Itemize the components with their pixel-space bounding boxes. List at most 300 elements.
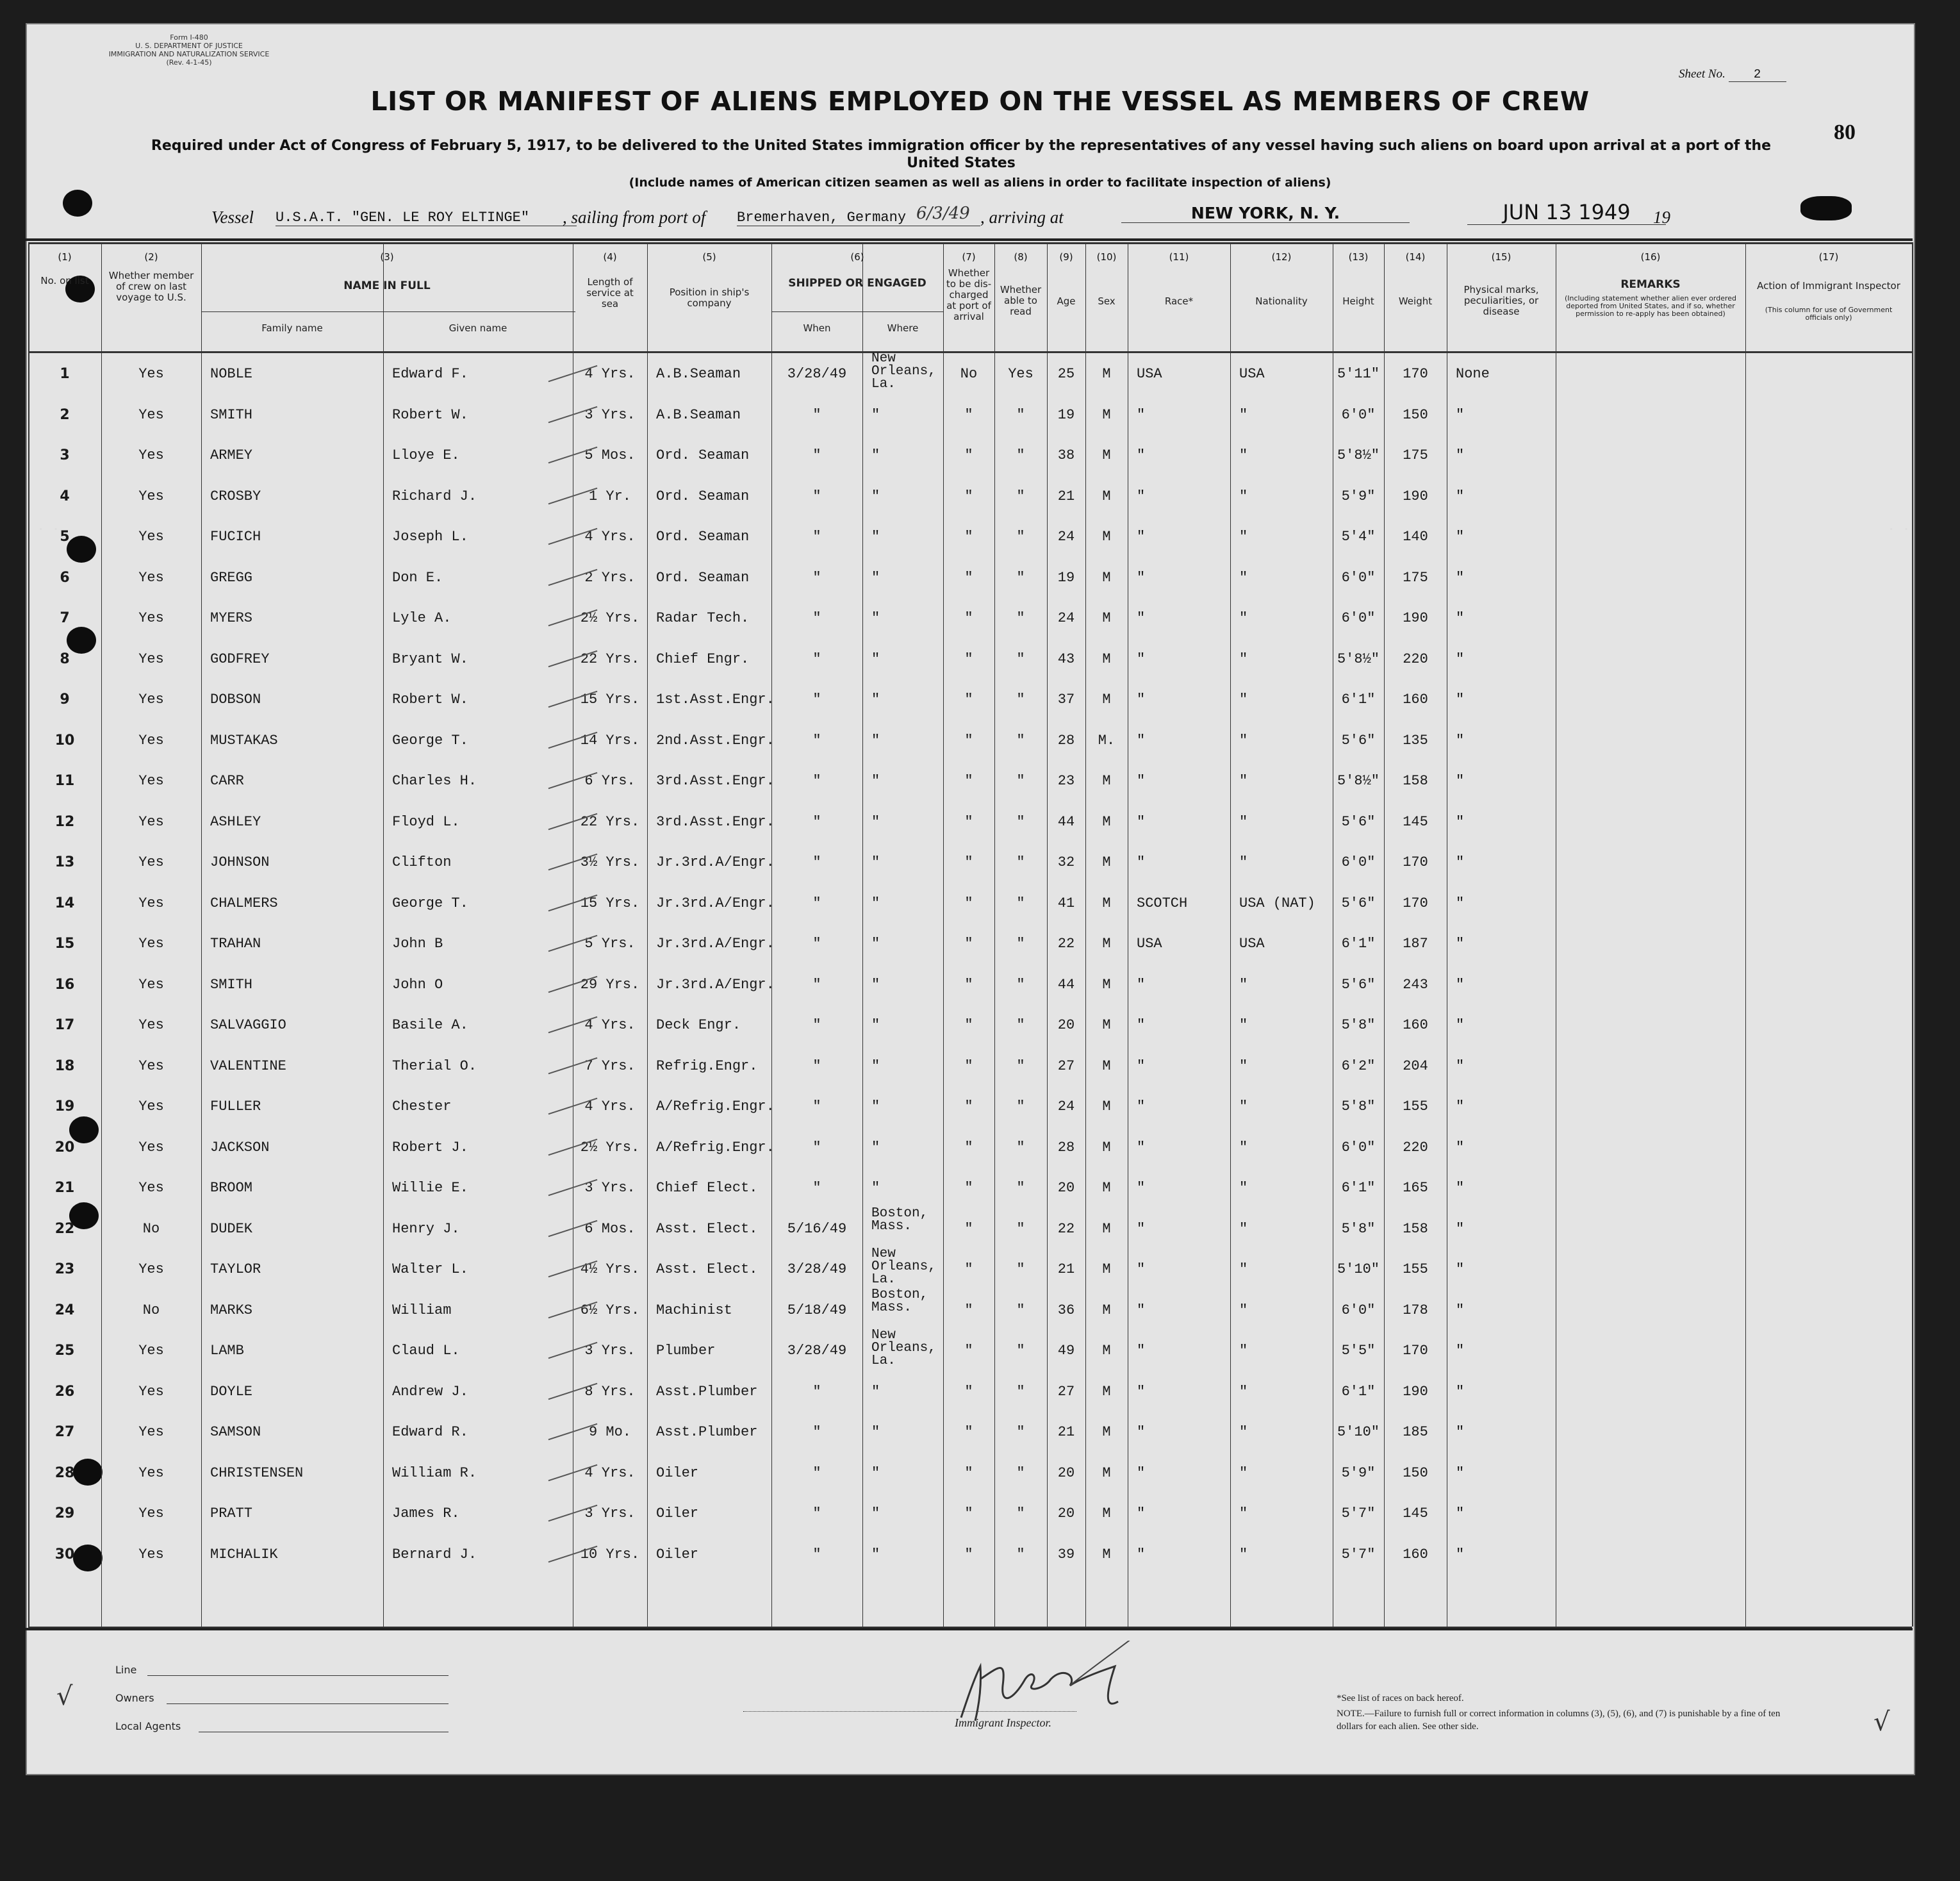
cell-age: 27: [1057, 1383, 1075, 1400]
cell-able-to-read: ": [1016, 976, 1025, 993]
cell-given-name: John O: [392, 976, 443, 993]
cell-row-number: 23: [54, 1261, 75, 1277]
cell-member-last-voyage: Yes: [138, 854, 164, 870]
cell-physical-marks: ": [1456, 976, 1465, 993]
cell-member-last-voyage: Yes: [138, 529, 164, 545]
table-row: [28, 1247, 1912, 1289]
header-age: Age: [1057, 295, 1076, 307]
cell-length-of-service: 6 Mos.: [584, 1220, 636, 1237]
cell-to-be-discharged: ": [964, 1343, 973, 1359]
form-number: Form I-480: [170, 33, 208, 42]
cell-ship-position: Plumber: [656, 1343, 716, 1359]
cell-length-of-service: 22 Yrs.: [580, 650, 640, 667]
cell-member-last-voyage: Yes: [138, 1343, 164, 1359]
cell-physical-marks: ": [1456, 1464, 1465, 1481]
cell-ship-position: Ord. Seaman: [656, 447, 750, 463]
cell-physical-marks: ": [1456, 1017, 1465, 1033]
header-shipped-engaged: SHIPPED OR ENGAGED: [788, 277, 926, 290]
cell-age: 22: [1057, 1220, 1075, 1237]
cell-member-last-voyage: Yes: [138, 895, 164, 911]
cell-to-be-discharged: ": [964, 1017, 973, 1033]
cell-to-be-discharged: ": [964, 1220, 973, 1237]
cell-able-to-read: ": [1016, 1343, 1025, 1359]
cell-family-name: DUDEK: [210, 1220, 253, 1237]
cell-member-last-voyage: Yes: [138, 1464, 164, 1481]
cell-weight: 243: [1403, 976, 1428, 993]
cell-race: ": [1137, 976, 1146, 993]
cell-member-last-voyage: Yes: [138, 1017, 164, 1033]
cell-height: 5'11": [1337, 366, 1379, 382]
name-subheader-divider: [201, 311, 575, 312]
cell-sex: M: [1102, 366, 1111, 382]
cell-shipped-when: 5/18/49: [787, 1302, 847, 1318]
cell-shipped-when: ": [812, 1505, 821, 1521]
cell-age: 19: [1057, 569, 1075, 586]
cell-age: 24: [1057, 610, 1075, 626]
table-row: [28, 803, 1912, 841]
cell-age: 44: [1057, 976, 1075, 993]
table-row: [28, 1169, 1912, 1207]
cell-shipped-where: ": [871, 895, 880, 911]
cell-weight: 150: [1403, 406, 1428, 423]
cell-row-number: 30: [54, 1546, 75, 1562]
cell-sex: M: [1102, 406, 1111, 423]
cell-family-name: CROSBY: [210, 488, 261, 504]
cell-row-number: 7: [60, 610, 70, 626]
cell-to-be-discharged: ": [964, 1302, 973, 1318]
cell-nationality: ": [1239, 692, 1248, 708]
sailing-label: , sailing from port of: [563, 208, 706, 227]
cell-race: ": [1137, 1546, 1146, 1562]
cell-to-be-discharged: ": [964, 732, 973, 749]
cell-race: ": [1137, 1343, 1146, 1359]
cell-able-to-read: ": [1016, 1261, 1025, 1277]
cell-age: 28: [1057, 1139, 1075, 1156]
cell-shipped-when: 3/28/49: [787, 366, 847, 382]
cell-shipped-when: ": [812, 773, 821, 789]
cell-height: 5'6": [1341, 813, 1376, 830]
cell-shipped-where: ": [871, 406, 880, 423]
cell-family-name: TAYLOR: [210, 1261, 261, 1277]
cell-row-number: 8: [60, 650, 70, 667]
cell-nationality: ": [1239, 1139, 1248, 1156]
cell-row-number: 28: [54, 1464, 75, 1481]
cell-shipped-when: ": [812, 854, 821, 870]
cell-row-number: 9: [60, 692, 70, 708]
cell-given-name: Lloye E.: [392, 447, 460, 463]
sheet-number: [1679, 67, 1786, 82]
cell-height: 5'6": [1341, 895, 1376, 911]
header-when: When: [803, 322, 831, 334]
cell-member-last-voyage: Yes: [138, 650, 164, 667]
cell-race: USA: [1137, 936, 1162, 952]
cell-height: 6'0": [1341, 1139, 1376, 1156]
cell-length-of-service: 1 Yr.: [588, 488, 631, 504]
cell-weight: 160: [1403, 692, 1428, 708]
cell-ship-position: Asst.Plumber: [656, 1424, 758, 1440]
cell-given-name: Clifton: [392, 854, 452, 870]
cell-physical-marks: ": [1456, 569, 1465, 586]
cell-age: 43: [1057, 650, 1075, 667]
cell-nationality: ": [1239, 650, 1248, 667]
cell-height: 5'9": [1341, 1464, 1376, 1481]
cell-physical-marks: None: [1456, 366, 1490, 382]
column-number: (17): [1818, 251, 1839, 263]
table-row: [28, 1328, 1912, 1370]
cell-given-name: Claud L.: [392, 1343, 460, 1359]
cell-race: ": [1137, 854, 1146, 870]
cell-able-to-read: ": [1016, 1057, 1025, 1074]
race-note: *See list of races on back hereof.: [1337, 1693, 1464, 1703]
cell-race: ": [1137, 488, 1146, 504]
cell-shipped-where: Boston, Mass.: [871, 1287, 928, 1315]
cell-row-number: 24: [54, 1302, 75, 1318]
cell-shipped-where: ": [871, 1017, 880, 1033]
cell-weight: 155: [1403, 1098, 1428, 1115]
cell-ship-position: 1st.Asst.Engr.: [656, 692, 775, 708]
cell-able-to-read: ": [1016, 1505, 1025, 1521]
cell-shipped-when: ": [812, 1017, 821, 1033]
cell-sex: M: [1102, 1180, 1111, 1196]
cell-sex: M.: [1098, 732, 1116, 749]
cell-ship-position: Machinist: [656, 1302, 732, 1318]
table-row: [28, 843, 1912, 882]
cell-shipped-when: ": [812, 406, 821, 423]
cell-shipped-where: Boston, Mass.: [871, 1206, 928, 1234]
cell-family-name: LAMB: [210, 1343, 244, 1359]
cell-family-name: CHRISTENSEN: [210, 1464, 304, 1481]
cell-length-of-service: 2½ Yrs.: [580, 1139, 640, 1156]
cell-height: 5'7": [1341, 1505, 1376, 1521]
cell-shipped-where: ": [871, 488, 880, 504]
cell-age: 24: [1057, 1098, 1075, 1115]
cell-sex: M: [1102, 650, 1111, 667]
cell-nationality: USA (NAT): [1239, 895, 1315, 911]
cell-shipped-when: ": [812, 895, 821, 911]
check-mark: √: [1874, 1707, 1890, 1737]
cell-physical-marks: ": [1456, 732, 1465, 749]
cell-shipped-when: 5/16/49: [787, 1220, 847, 1237]
cell-nationality: ": [1239, 610, 1248, 626]
cell-physical-marks: ": [1456, 488, 1465, 504]
cell-height: 6'1": [1341, 692, 1376, 708]
table-row: [28, 1006, 1912, 1045]
table-row: [28, 599, 1912, 638]
cell-family-name: MARKS: [210, 1302, 253, 1318]
cell-family-name: SMITH: [210, 976, 253, 993]
inspector-label: Immigrant Inspector.: [955, 1716, 1051, 1729]
cell-member-last-voyage: Yes: [138, 1180, 164, 1196]
cell-race: ": [1137, 1180, 1146, 1196]
table-row: [28, 1495, 1912, 1533]
cell-to-be-discharged: ": [964, 1424, 973, 1440]
header-where: Where: [887, 322, 919, 334]
cell-height: 5'4": [1341, 529, 1376, 545]
cell-nationality: ": [1239, 1017, 1248, 1033]
cell-shipped-when: ": [812, 1464, 821, 1481]
cell-nationality: ": [1239, 529, 1248, 545]
cell-age: 21: [1057, 1424, 1075, 1440]
cell-ship-position: Oiler: [656, 1505, 699, 1521]
cell-given-name: Edward F.: [392, 366, 468, 382]
cell-given-name: Walter L.: [392, 1261, 468, 1277]
cell-weight: 145: [1403, 1505, 1428, 1521]
cell-able-to-read: ": [1016, 692, 1025, 708]
cell-family-name: SMITH: [210, 406, 253, 423]
cell-family-name: ARMEY: [210, 447, 253, 463]
cell-shipped-where: ": [871, 1180, 880, 1196]
cell-length-of-service: 3 Yrs.: [584, 406, 636, 423]
cell-to-be-discharged: ": [964, 692, 973, 708]
cell-sex: M: [1102, 1505, 1111, 1521]
cell-member-last-voyage: No: [142, 1302, 160, 1318]
cell-to-be-discharged: ": [964, 447, 973, 463]
cell-to-be-discharged: ": [964, 406, 973, 423]
cell-given-name: William R.: [392, 1464, 477, 1481]
cell-age: 25: [1057, 366, 1075, 382]
cell-weight: 178: [1403, 1302, 1428, 1318]
cell-shipped-where: New Orleans, La.: [871, 1328, 936, 1368]
cell-able-to-read: ": [1016, 447, 1025, 463]
cell-row-number: 29: [54, 1505, 75, 1521]
cell-given-name: Edward R.: [392, 1424, 468, 1440]
cell-member-last-voyage: Yes: [138, 976, 164, 993]
cell-age: 27: [1057, 1057, 1075, 1074]
cell-sex: M: [1102, 1139, 1111, 1156]
footer-owners-underline: [167, 1703, 449, 1704]
cell-length-of-service: 4 Yrs.: [584, 529, 636, 545]
arriving-label: , arriving at: [980, 208, 1064, 227]
column-number: (13): [1348, 251, 1369, 263]
column-divider: [1912, 242, 1913, 1627]
cell-to-be-discharged: ": [964, 813, 973, 830]
cell-family-name: CARR: [210, 773, 244, 789]
cell-length-of-service: 4½ Yrs.: [580, 1261, 640, 1277]
column-number: (16): [1640, 251, 1661, 263]
cell-race: ": [1137, 569, 1146, 586]
cell-nationality: ": [1239, 1302, 1248, 1318]
cell-ship-position: 2nd.Asst.Engr.: [656, 732, 775, 749]
cell-race: ": [1137, 1302, 1146, 1318]
cell-shipped-when: ": [812, 976, 821, 993]
cell-age: 36: [1057, 1302, 1075, 1318]
footer-line-underline: [147, 1675, 449, 1676]
cell-family-name: ASHLEY: [210, 813, 261, 830]
cell-length-of-service: 3 Yrs.: [584, 1343, 636, 1359]
cell-shipped-where: ": [871, 1383, 880, 1400]
cell-shipped-where: ": [871, 692, 880, 708]
cell-physical-marks: ": [1456, 1505, 1465, 1521]
cell-shipped-when: ": [812, 529, 821, 545]
cell-family-name: DOBSON: [210, 692, 261, 708]
cell-able-to-read: ": [1016, 773, 1025, 789]
cell-height: 6'0": [1341, 1302, 1376, 1318]
table-row: [28, 559, 1912, 597]
table-row: [28, 396, 1912, 435]
cell-able-to-read: ": [1016, 406, 1025, 423]
cell-able-to-read: ": [1016, 610, 1025, 626]
cell-row-number: 5: [60, 529, 70, 545]
cell-sex: M: [1102, 813, 1111, 830]
table-row: [28, 351, 1912, 394]
cell-given-name: Bryant W.: [392, 650, 468, 667]
header-action: Action of Immigrant Inspector: [1757, 280, 1900, 292]
service: IMMIGRATION AND NATURALIZATION SERVICE: [108, 50, 270, 58]
cell-to-be-discharged: ": [964, 610, 973, 626]
cell-weight: 204: [1403, 1057, 1428, 1074]
cell-ship-position: Jr.3rd.A/Engr.: [656, 976, 775, 993]
cell-age: 20: [1057, 1464, 1075, 1481]
cell-member-last-voyage: Yes: [138, 610, 164, 626]
cell-to-be-discharged: ": [964, 1546, 973, 1562]
cell-shipped-when: ": [812, 1424, 821, 1440]
year-label: 19: [1653, 208, 1670, 227]
cell-family-name: FULLER: [210, 1098, 261, 1115]
header-given-name: Given name: [449, 322, 507, 334]
cell-row-number: 27: [54, 1424, 75, 1440]
cell-row-number: 13: [54, 854, 75, 870]
cell-weight: 187: [1403, 936, 1428, 952]
cell-height: 6'0": [1341, 569, 1376, 586]
cell-shipped-where: ": [871, 1057, 880, 1074]
cell-age: 20: [1057, 1017, 1075, 1033]
cell-shipped-when: ": [812, 692, 821, 708]
cell-to-be-discharged: ": [964, 854, 973, 870]
cell-physical-marks: ": [1456, 1139, 1465, 1156]
cell-able-to-read: ": [1016, 732, 1025, 749]
cell-member-last-voyage: Yes: [138, 813, 164, 830]
cell-able-to-read: ": [1016, 895, 1025, 911]
cell-shipped-when: ": [812, 610, 821, 626]
cell-length-of-service: 15 Yrs.: [580, 895, 640, 911]
cell-weight: 220: [1403, 650, 1428, 667]
cell-given-name: Floyd L.: [392, 813, 460, 830]
cell-length-of-service: 7 Yrs.: [584, 1057, 636, 1074]
cell-ship-position: Asst. Elect.: [656, 1261, 758, 1277]
cell-height: 6'1": [1341, 1180, 1376, 1196]
cell-race: ": [1137, 732, 1146, 749]
cell-shipped-where: New Orleans, La.: [871, 351, 936, 392]
cell-member-last-voyage: Yes: [138, 1098, 164, 1115]
cell-to-be-discharged: ": [964, 1139, 973, 1156]
table-row: [28, 477, 1912, 516]
margin-dots: · ·: [1889, 520, 1911, 538]
table-row: [28, 1129, 1912, 1167]
cell-given-name: Richard J.: [392, 488, 477, 504]
cell-length-of-service: 3 Yrs.: [584, 1180, 636, 1196]
cell-physical-marks: ": [1456, 1261, 1465, 1277]
cell-race: USA: [1137, 366, 1162, 382]
cell-height: 5'8": [1341, 1098, 1376, 1115]
cell-nationality: ": [1239, 1057, 1248, 1074]
cell-physical-marks: ": [1456, 1546, 1465, 1562]
cell-age: 23: [1057, 773, 1075, 789]
table-row: [28, 1287, 1912, 1330]
cell-sex: M: [1102, 610, 1111, 626]
cell-height: 6'0": [1341, 406, 1376, 423]
cell-age: 37: [1057, 692, 1075, 708]
cell-nationality: USA: [1239, 936, 1265, 952]
cell-ship-position: 3rd.Asst.Engr.: [656, 813, 775, 830]
cell-weight: 220: [1403, 1139, 1428, 1156]
header-action-note: (This column for use of Government officials only): [1765, 306, 1893, 322]
cell-nationality: ": [1239, 773, 1248, 789]
cell-shipped-where: ": [871, 1464, 880, 1481]
cell-length-of-service: 10 Yrs.: [580, 1546, 640, 1562]
cell-physical-marks: ": [1456, 406, 1465, 423]
cell-shipped-when: 3/28/49: [787, 1261, 847, 1277]
redaction-mark: [1800, 196, 1852, 220]
cell-row-number: 15: [54, 936, 75, 952]
cell-row-number: 19: [54, 1098, 75, 1115]
cell-shipped-when: ": [812, 1383, 821, 1400]
cell-shipped-where: ": [871, 610, 880, 626]
cell-ship-position: Ord. Seaman: [656, 529, 750, 545]
cell-sex: M: [1102, 854, 1111, 870]
form-identifier: [74, 33, 304, 67]
cell-length-of-service: 2½ Yrs.: [580, 610, 640, 626]
cell-sex: M: [1102, 976, 1111, 993]
cell-race: ": [1137, 447, 1146, 463]
cell-race: ": [1137, 1383, 1146, 1400]
cell-weight: 175: [1403, 569, 1428, 586]
cell-sex: M: [1102, 1057, 1111, 1074]
cell-given-name: Therial O.: [392, 1057, 477, 1074]
cell-to-be-discharged: ": [964, 1464, 973, 1481]
cell-length-of-service: 4 Yrs.: [584, 1464, 636, 1481]
cell-able-to-read: ": [1016, 1464, 1025, 1481]
cell-height: 6'0": [1341, 854, 1376, 870]
cell-shipped-where: ": [871, 936, 880, 952]
cell-nationality: ": [1239, 1098, 1248, 1115]
cell-length-of-service: 5 Yrs.: [584, 936, 636, 952]
cell-age: 32: [1057, 854, 1075, 870]
header-bottom-border: [28, 351, 1912, 353]
cell-ship-position: Ord. Seaman: [656, 569, 750, 586]
cell-length-of-service: 9 Mo.: [588, 1424, 631, 1440]
cell-row-number: 25: [54, 1343, 75, 1359]
cell-shipped-when: ": [812, 1098, 821, 1115]
cell-family-name: SAMSON: [210, 1424, 261, 1440]
cell-shipped-where: ": [871, 976, 880, 993]
cell-sex: M: [1102, 447, 1111, 463]
arrival-port: NEW YORK, N. Y.: [1121, 204, 1410, 223]
cell-height: 5'8": [1341, 1017, 1376, 1033]
table-row: [28, 762, 1912, 800]
cell-ship-position: Chief Engr.: [656, 650, 750, 667]
cell-member-last-voyage: Yes: [138, 569, 164, 586]
sailing-port: Bremerhaven, Germany: [737, 210, 980, 226]
cell-physical-marks: ": [1456, 1343, 1465, 1359]
cell-height: 5'8": [1341, 1220, 1376, 1237]
cell-member-last-voyage: Yes: [138, 488, 164, 504]
cell-nationality: ": [1239, 1505, 1248, 1521]
cell-length-of-service: 3 Yrs.: [584, 1505, 636, 1521]
cell-race: SCOTCH: [1137, 895, 1188, 911]
cell-shipped-where: ": [871, 569, 880, 586]
column-number: (6): [850, 251, 864, 263]
cell-race: ": [1137, 773, 1146, 789]
cell-given-name: Robert W.: [392, 692, 468, 708]
cell-given-name: Robert W.: [392, 406, 468, 423]
cell-ship-position: Jr.3rd.A/Engr.: [656, 854, 775, 870]
cell-weight: 145: [1403, 813, 1428, 830]
column-number: (11): [1169, 251, 1189, 263]
table-row: [28, 1373, 1912, 1411]
cell-physical-marks: ": [1456, 610, 1465, 626]
footer-owners-label: Owners: [115, 1692, 154, 1704]
penalty-note: NOTE.—Failure to furnish full or correct information in columns (3), (5), (6), and (7) is punishable by a fine of ten dollars for each alien. See other side.: [1337, 1709, 1781, 1732]
